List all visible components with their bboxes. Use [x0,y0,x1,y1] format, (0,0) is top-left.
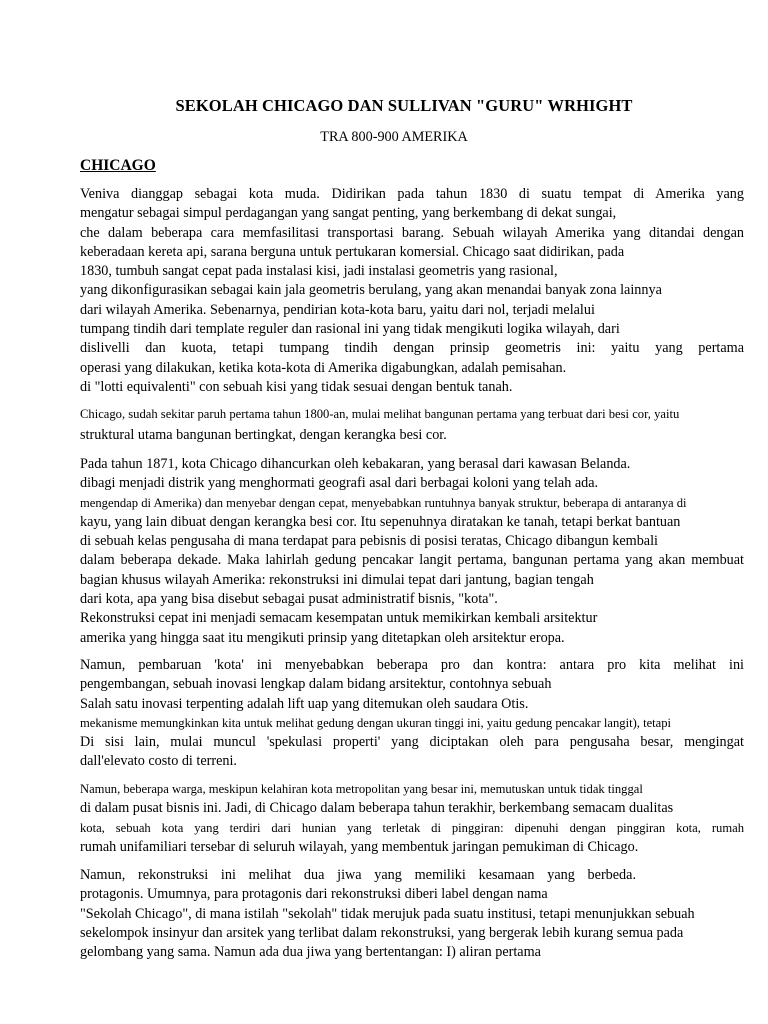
text-line: dari wilayah Amerika. Sebenarnya, pendirian kota-kota baru, yaitu dari nol, terjadi melalui [80,301,595,318]
text-line: dall'elevato costo di terreni. [80,753,237,770]
text-line: operasi yang dilakukan, ketika kota-kota di Amerika digabungkan, adalah pemisahan. [80,359,567,376]
paragraph-6 [80,866,744,962]
text-line: kayu, yang lain dibuat dengan kerangka besi cor. Itu sepenuhnya diratakan ke tanah, tetapi berkat bantuan [80,513,681,530]
text-line: Namun, pembaruan 'kota' ini menyebabkan beberapa pro dan kontra: antara pro kita melihat ini [80,657,744,673]
paragraph-5 [80,780,744,857]
text-line: struktural utama bangunan bertingkat, dengan kerangka besi cor. [80,427,447,444]
text-line: che dalam beberapa cara memfasilitasi transportasi barang. Sebuah wilayah Amerika yang ditandai dengan [80,224,744,241]
text-line: Pada tahun 1871, kota Chicago dihancurkan oleh kebakaran, yang berasal dari kawasan Belanda. [80,456,631,472]
text-line: bagian khusus wilayah Amerika: rekonstruksi ini dimulai tepat dari jantung, bagian tengah [80,571,594,588]
text-line: Namun, beberapa warga, meskipun kelahiran kota metropolitan yang besar ini, memutuskan untuk tidak tinggal [80,782,643,796]
text-line: rumah unifamiliari tersebar di seluruh wilayah, yang membentuk jaringan pemukiman di Chicago. [80,838,639,855]
text-line: di dalam pusat bisnis ini. Jadi, di Chicago dalam beberapa tahun terakhir, berkembang semacam dualitas [80,800,674,817]
document-title: SEKOLAH CHICAGO DAN SULLIVAN "GURU" WRHIGHT [175,96,633,115]
text-line: keberadaan kereta api, sarana berguna untuk pertukaran komersial. Chicago saat didirikan, pada [80,243,625,260]
text-line: tumpang tindih dari template reguler dan rasional ini yang tidak mengikuti logika wilayah, dari [80,321,620,338]
text-line: protagonis. Umumnya, para protagonis dari rekonstruksi diberi label dengan nama [80,886,548,903]
text-line: dari kota, apa yang bisa disebut sebagai pusat administratif bisnis, "kota". [80,591,498,608]
text-line: 1830, tumbuh sangat cepat pada instalasi kisi, jadi instalasi geometris yang rasional, [80,263,558,280]
text-line: kota, sebuah kota yang terdiri dari hunian yang terletak di pinggiran: dipenuhi dengan pinggiran kota, rumah [80,820,744,835]
text-line: di sebuah kelas pengusaha di mana terdapat para pebisnis di posisi teratas, Chicago dibangun kembali [80,533,658,550]
text-line: dislivelli dan kuota, tetapi tumpang tindih dengan prinsip geometris ini: yaitu yang pertama [80,340,744,357]
paragraph-4 [80,656,744,772]
section-heading: CHICAGO [80,157,156,174]
text-line: Chicago, sudah sekitar paruh pertama tahun 1800-an, mulai melihat bangunan pertama yang terbuat dari besi cor, yaitu [80,407,680,421]
text-line: Di sisi lain, mulai muncul 'spekulasi properti' yang diciptakan oleh para pengusaha besar, mengingat [80,734,744,751]
text-line: dalam beberapa dekade. Maka lahirlah gedung pencakar langit pertama, bangunan pertama yang akan membuat [80,552,744,569]
text-line: yang dikonfigurasikan sebagai kain jala geometris berulang, yang akan menandai banyak zona lainnya [80,282,662,299]
text-line: mekanisme memungkinkan kita untuk melihat gedung dengan ukuran tinggi ini, yaitu gedung pencakar langit), tetapi [80,715,672,730]
text-line: Namun, rekonstruksi ini melihat dua jiwa yang memiliki kesamaan yang berbeda. [80,867,636,883]
text-line: pengembangan, sebuah inovasi lengkap dalam bidang arsitektur, contohnya sebuah [80,676,552,693]
document-subtitle: TRA 800-900 AMERIKA [320,129,468,145]
text-line: Salah satu inovasi terpenting adalah lift uap yang ditemukan oleh saudara Otis. [80,695,529,712]
text-line: "Sekolah Chicago", di mana istilah "sekolah" tidak merujuk pada suatu institusi, tetapi menunjukkan sebuah [80,905,695,922]
text-line: gelombang yang sama. Namun ada dua jiwa yang bertentangan: I) aliran pertama [80,944,541,961]
text-line: Rekonstruksi cepat ini menjadi semacam kesempatan untuk memikirkan kembali arsitektur [80,610,598,627]
text-line: amerika yang hingga saat itu mengikuti prinsip yang ditetapkan oleh arsitektur eropa. [80,629,565,646]
text-line: di "lotti equivalenti" con sebuah kisi yang tidak sesuai dengan bentuk tanah. [80,378,513,395]
paragraph-2 [80,405,744,446]
paragraph-3 [80,455,744,648]
text-line: sekelompok insinyur dan arsitek yang terlibat dalam rekonstruksi, yang bergerak lebih kurang semua pada [80,924,684,941]
text-line: Veniva dianggap sebagai kota muda. Didirikan pada tahun 1830 di suatu tempat di Amerika yang [80,186,744,202]
text-line: mengatur sebagai simpul perdagangan yang sangat penting, yang berkembang di dekat sungai, [80,205,617,222]
text-line: mengendap di Amerika) dan menyebar dengan cepat, menyebabkan runtuhnya banyak struktur, beberapa di antaranya di [80,495,687,510]
text-line: dibagi menjadi distrik yang menghormati geografi asal dari berbagai koloni yang telah ada. [80,475,599,492]
paragraph-1 [80,185,744,397]
